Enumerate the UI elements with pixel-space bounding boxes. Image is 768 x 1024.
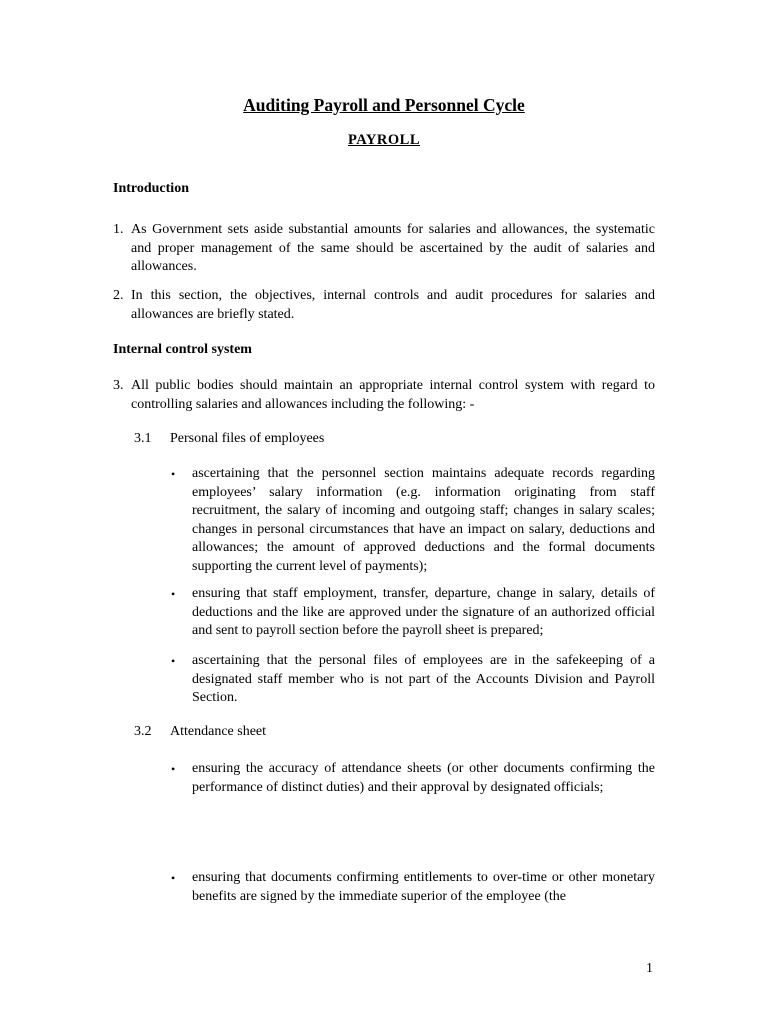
numbered-paragraph-2 <box>113 287 655 324</box>
bullet-text: ascertaining that the personnel section maintains adequate records regarding employees’ salary information (e.g. information originating from staff recruitment, the salary of incoming and outgoing staff; changes in salary scales; changes in personal circumstances that have an impact on salary, deductions and allowances; the amount of approved deductions and the formal documents supporting the current level of payments); <box>192 466 655 574</box>
bullet-icon: • <box>171 762 176 776</box>
bullet-text: ensuring the accuracy of attendance sheets (or other documents confirming the performance of distinct duties) and their approval by designated officials; <box>192 761 655 795</box>
subsection-3-2 <box>134 723 266 742</box>
numbered-paragraph-1 <box>113 221 655 277</box>
bullet-icon: • <box>171 587 176 601</box>
document-subtitle: PAYROLL <box>348 132 420 148</box>
bullet-item <box>171 869 655 906</box>
paragraph-text: In this section, the objectives, internal controls and audit procedures for salaries and allowances are briefly stated. <box>131 288 655 322</box>
paragraph-number: 1. <box>113 222 124 237</box>
section-heading-introduction: Introduction <box>113 181 189 196</box>
bullet-icon: • <box>171 654 176 668</box>
numbered-paragraph-3 <box>113 377 655 414</box>
paragraph-number: 2. <box>113 288 124 303</box>
bullet-text: ensuring that documents confirming entitlements to over-time or other monetary benefits are signed by the immediate superior of the employee (the <box>192 870 655 904</box>
paragraph-text: As Government sets aside substantial amounts for salaries and allowances, the systematic and proper management of the same should be ascertained by the audit of salaries and allowances. <box>131 222 655 274</box>
paragraph-text: All public bodies should maintain an appropriate internal control system with regard to controlling salaries and allowances including the following: - <box>131 378 655 412</box>
bullet-item <box>171 585 655 641</box>
bullet-item <box>171 652 655 708</box>
bullet-item <box>171 465 655 576</box>
paragraph-number: 3. <box>113 378 124 393</box>
subsection-number: 3.2 <box>134 724 152 739</box>
bullet-text: ensuring that staff employment, transfer, departure, change in salary, details of deductions and the like are approved under the signature of an authorized official and sent to payroll section before the payroll sheet is prepared; <box>192 586 655 638</box>
subsection-label: Personal files of employees <box>170 431 325 446</box>
subsection-number: 3.1 <box>134 431 152 446</box>
subsection-label: Attendance sheet <box>170 724 267 739</box>
bullet-icon: • <box>171 871 176 885</box>
bullet-icon: • <box>171 467 176 481</box>
page-number: 1 <box>646 961 653 976</box>
bullet-item <box>171 760 655 797</box>
bullet-text: ascertaining that the personal files of employees are in the safekeeping of a designated staff member who is not part of the Accounts Division and Payroll Section. <box>192 653 655 705</box>
document-title: Auditing Payroll and Personnel Cycle <box>243 95 525 115</box>
subsection-3-1 <box>134 430 324 449</box>
section-heading-internal-control: Internal control system <box>113 342 252 357</box>
